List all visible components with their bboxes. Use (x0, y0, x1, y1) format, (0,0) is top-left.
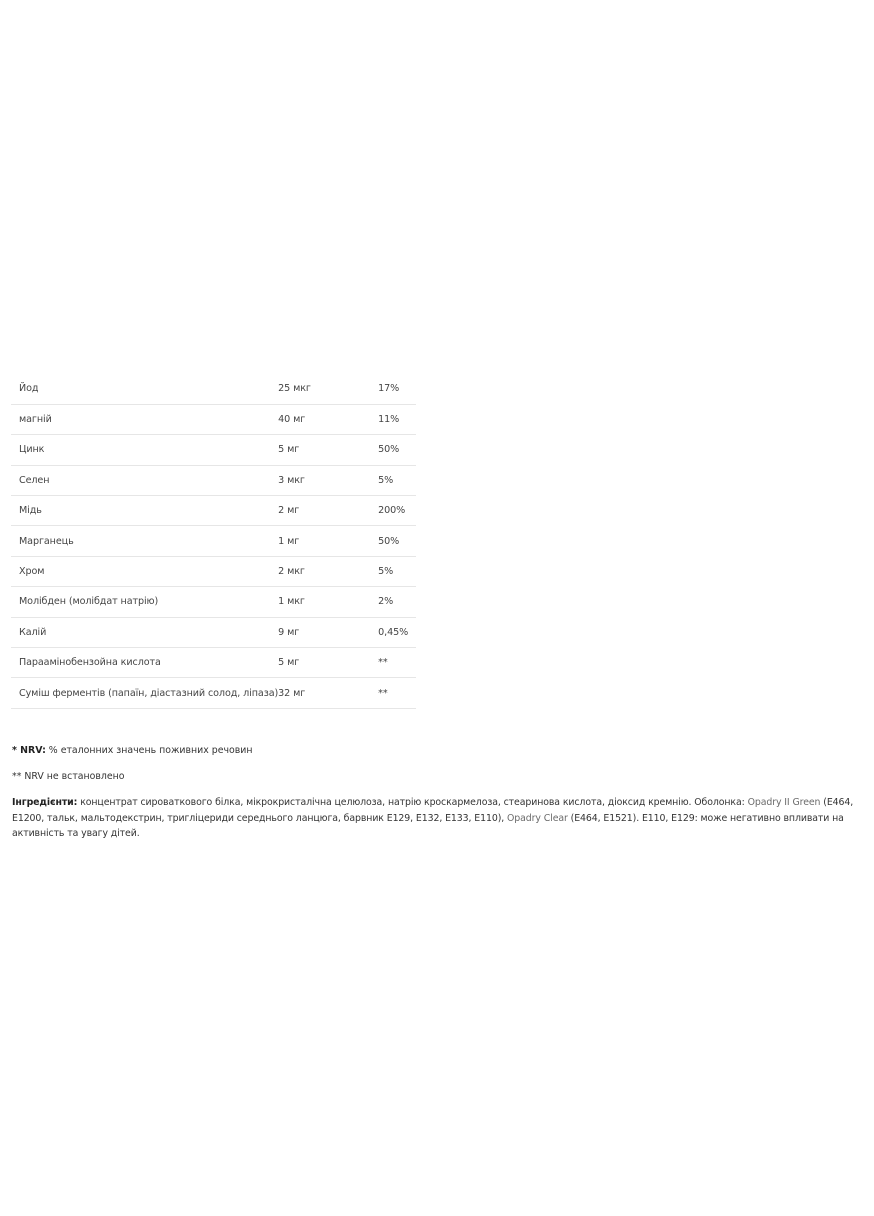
nutrient-nrv: 200% (378, 505, 406, 517)
brand-name: Opadry II Green (747, 797, 821, 808)
footnotes (12, 744, 253, 796)
ingredients-label: Інгредієнти: (12, 797, 78, 808)
table-row (11, 556, 416, 586)
nrv-not-set-footnote: ** NRV не встановлено (12, 771, 125, 782)
nutrient-amount: 40 мг (278, 414, 306, 426)
nutrient-amount: 1 мг (278, 535, 300, 547)
table-row (11, 617, 416, 647)
table-row (11, 678, 416, 708)
nutrient-name: Марганець (19, 535, 74, 547)
nutrient-amount: 5 мг (278, 444, 300, 456)
nutrient-nrv: ** (378, 687, 388, 699)
nutrient-nrv: 0,45% (378, 626, 409, 638)
nutrition-table (11, 374, 416, 709)
ingredients-text: концентрат сироваткового білка, мікрокристалічна целюлоза, натрію кроскармелоза, стеаринова кислота, діоксид кремнію. Оболонка: (77, 797, 748, 808)
nutrient-amount: 2 мг (278, 505, 300, 517)
nutrient-name: Цинк (19, 444, 45, 456)
nrv-label: * NRV: (12, 745, 46, 756)
nutrient-name: Параамінобензойна кислота (19, 657, 161, 669)
table-row (11, 465, 416, 495)
nutrient-amount: 9 мг (278, 626, 300, 638)
nutrient-name: Молібден (молібдат натрію) (19, 596, 159, 608)
table-row (11, 648, 416, 678)
nutrient-amount: 25 мкг (278, 383, 311, 395)
nutrient-nrv: 17% (378, 383, 400, 395)
nutrient-name: Калій (19, 626, 47, 638)
nutrient-amount: 1 мкг (278, 596, 305, 608)
table-row (11, 435, 416, 465)
nutrient-amount: 32 мг (278, 687, 306, 699)
nutrient-name: Мідь (19, 505, 42, 517)
nutrient-amount: 2 мкг (278, 566, 305, 578)
ingredients-text: (E464, E1200, тальк, мальтодекстрин, тригліцериди середнього ланцюга, барвник E129, E132, E133, E110), (12, 797, 854, 824)
ingredients-text: (E464, E1521). E110, E129: може негативно впливати на активність та увагу дітей. (12, 812, 844, 839)
nutrient-nrv: 5% (378, 474, 394, 486)
ingredients-paragraph (12, 795, 872, 842)
nutrient-nrv: 5% (378, 566, 394, 578)
brand-name: Opadry Clear (507, 812, 568, 824)
nutrient-nrv: 2% (378, 596, 394, 608)
nutrient-name: Селен (19, 474, 50, 486)
table-row (11, 404, 416, 434)
nutrient-name: Йод (19, 383, 39, 395)
table-row (11, 374, 416, 404)
nrv-footnote (12, 744, 253, 770)
nutrient-amount: 3 мкг (278, 474, 305, 486)
nutrient-amount: 5 мг (278, 657, 300, 669)
nutrient-name: магній (19, 414, 52, 426)
nrv-text: % еталонних значень поживних речовин (45, 745, 253, 756)
nutrient-nrv: 11% (378, 414, 400, 426)
nutrient-nrv: 50% (378, 535, 400, 547)
nutrient-nrv: 50% (378, 444, 400, 456)
nutrient-name: Хром (19, 566, 45, 578)
nutrient-name: Суміш ферментів (папаїн, діастазний солод, ліпаза) (19, 687, 279, 699)
table-row (11, 526, 416, 556)
nutrient-nrv: ** (378, 657, 388, 669)
table-row (11, 587, 416, 617)
table-row (11, 496, 416, 526)
